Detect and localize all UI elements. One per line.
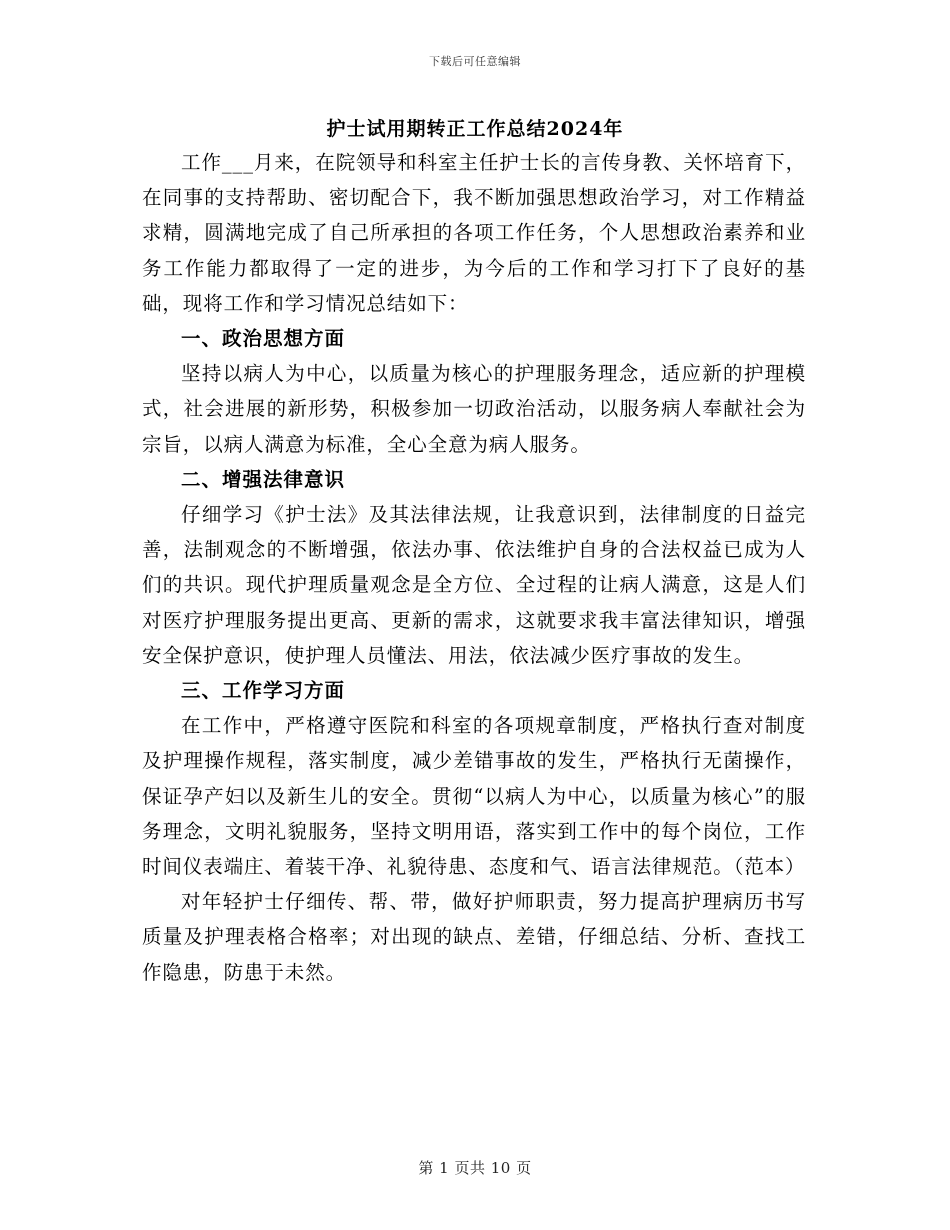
mentoring-paragraph: 对年轻护士仔细传、帮、带，做好护师职责，努力提高护理病历书写质量及护理表格合格率；对出现的缺点、差错，仔细总结、分析、查找工作隐患，防患于未然。 (142, 890, 806, 984)
work-paragraph: 在工作中，严格遵守医院和科室的各项规章制度，严格执行查对制度及护理操作规程，落实制度，减少差错事故的发生，严格执行无菌操作，保证孕产妇以及新生儿的安全。贯彻“以病人为中心，以质量为核心”的服务理念，文明礼貌服务，坚持文明用语，落实到工作中的每个岗位，工作时间仪表端庄、着装干净、礼貌待患、态度和气、语言法律规范。（范本） (142, 714, 806, 879)
legal-paragraph: 仔细学习《护士法》及其法律法规，让我意识到，法律制度的日益完善，法制观念的不断增强，依法办事、依法维护自身的合法权益已成为人们的共识。现代护理质量观念是全方位、全过程的让病人满意，这是人们对医疗护理服务提出更高、更新的需求，这就要求我丰富法律知识，增强安全保护意识，使护理人员懂法、用法，依法减少医疗事故的发生。 (142, 503, 806, 667)
section-heading-work-study: 三、工作学习方面 (181, 679, 346, 703)
section-heading-legal: 二、增强法律意识 (181, 467, 346, 491)
intro-paragraph: 工作___月来，在院领导和科室主任护士长的言传身教、关怀培育下，在同事的支持帮助、密切配合下，我不断加强思想政治学习，对工作精益求精，圆满地完成了自己所承担的各项工作任务，个人思想政治素养和业务工作能力都取得了一定的进步，为今后的工作和学习打下了良好的基础，现将工作和学习情况总结如下： (142, 151, 806, 315)
page-number: 第 1 页共 10 页 (418, 1159, 532, 1177)
header-note: 下载后可任意编辑 (429, 55, 521, 68)
section-heading-political: 一、政治思想方面 (181, 327, 346, 351)
document-title: 护士试用期转正工作总结2024年 (326, 118, 624, 140)
political-paragraph: 坚持以病人为中心，以质量为核心的护理服务理念，适应新的护理模式，社会进展的新形势，积极参加一切政治活动，以服务病人奉献社会为宗旨，以病人满意为标准，全心全意为病人服务。 (142, 362, 806, 456)
document-body (142, 145, 806, 990)
